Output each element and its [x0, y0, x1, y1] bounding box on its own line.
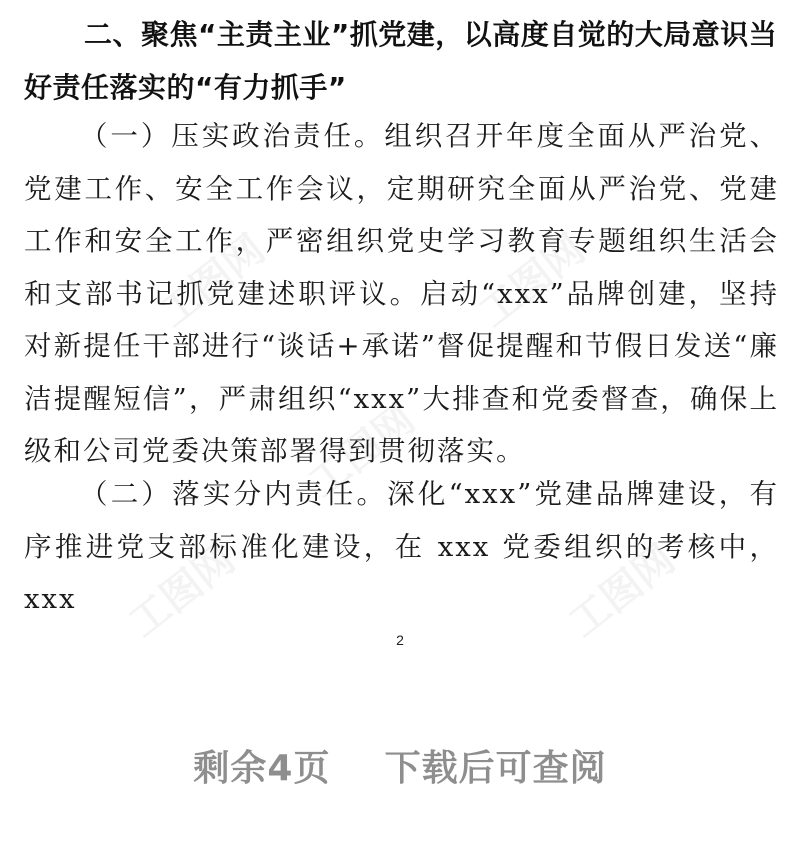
download-banner[interactable]: 剩余4页 下载后可查阅: [193, 748, 607, 789]
watermark-text: 工图网: [150, 226, 274, 337]
section-heading: 二、聚焦“主责主业”抓党建，以高度自觉的大局意识当好责任落实的“有力抓手”: [24, 18, 778, 104]
paragraph-duty-responsibility: （二）落实分内责任。深化“xxx”党建品牌建设，有序推进党支部标准化建设，在 xxx 党委组织的考核中，xxx: [24, 478, 779, 615]
page-number: 2: [396, 632, 404, 648]
watermark-text: 工图网: [300, 396, 424, 507]
watermark-text: 工图网: [120, 536, 244, 647]
watermark-text: 工图网: [470, 226, 594, 337]
paragraph-political-responsibility: （一）压实政治责任。组织召开年度全面从严治党、党建工作、安全工作会议，定期研究全面从严治党、党建工作和安全工作，严密组织党史学习教育专题组织生活会和支部书记抓党建述职评议。启动“xxx”品牌创建，坚持对新提任干部进行“谈话+承诺”督促提醒和节假日发送“廉洁提醒短信”，严肃组织“xxx”大排查和党委督查，确保上级和公司党委决策部署得到贯彻落实。: [24, 120, 779, 467]
watermark-text: 工图网: [560, 536, 684, 647]
